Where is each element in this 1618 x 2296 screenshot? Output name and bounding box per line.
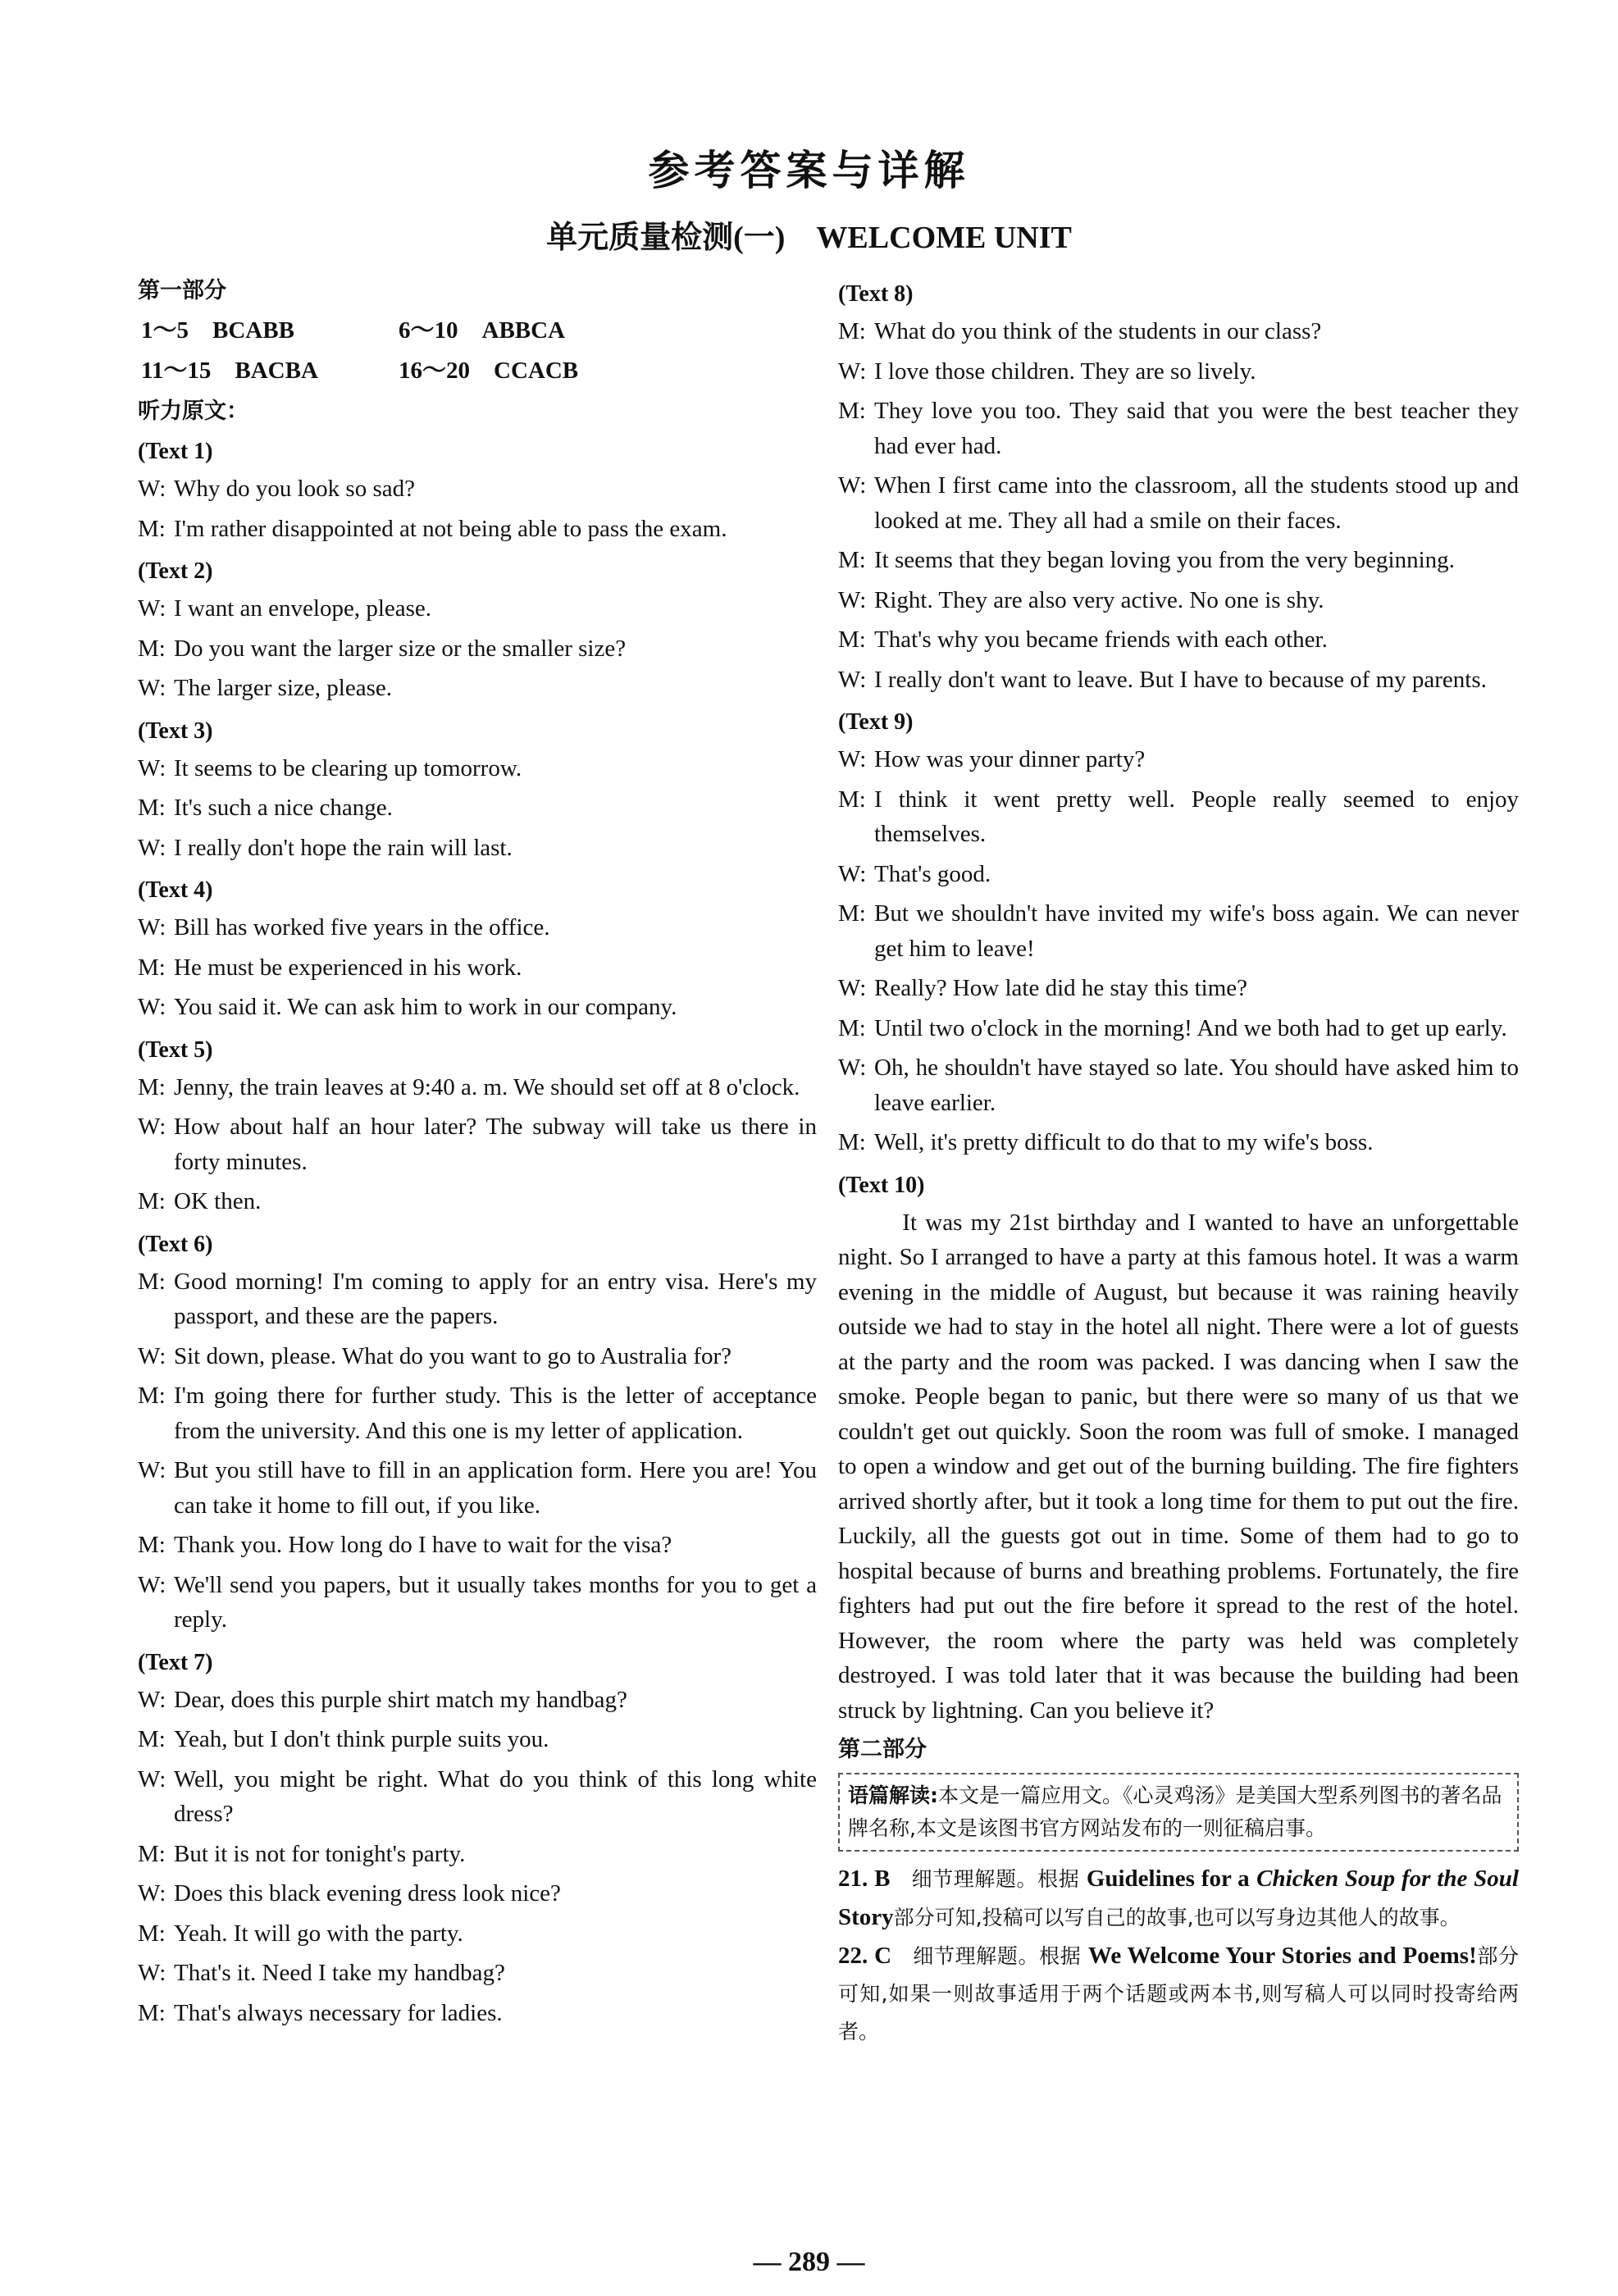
text10-paragraph: It was my 21st birthday and I wanted to have an unforgettable night. So I arranged to have a party at this famous hotel. It was a warm evening in the middle of August, but because it was raining heavily outside we had to stay in the hotel all night. There were a lot of guests at the party and the room was packed. I was dancing when I saw the smoke. People began to panic, but there were so many of us that we couldn't get out quickly. Soon the room was full of smoke. I managed to open a window and get out of the burning building. The fire fighters arrived shortly after, but it took a long time for them to put out the fire. Luckily, all the guests got out in time. Some of them had to go to hospital because of burns and breathing problems. Fortunately, the fire fighters had put out the fire before it spread to the rest of the hotel. However, the room where the party was held was completely destroyed. I was told later that it was because the building had been struck by lightning. Can you believe it? <box>838 1209 1519 1724</box>
dialogue-text: OK then. <box>174 1188 262 1214</box>
speaker-label: M: <box>138 795 166 821</box>
dialogue-text: Do you want the larger size or the smaller size? <box>174 635 627 662</box>
dialogue-text: Yeah. It will go with the party. <box>174 1920 463 1947</box>
dialogue-text: I really don't want to leave. But I have to because of my parents. <box>874 666 1487 693</box>
reading-analysis-box <box>838 1773 1519 1852</box>
answer-group: 6～10 ABBCA <box>399 317 566 344</box>
answer-row-1 <box>138 311 817 351</box>
speaker-label: W: <box>138 476 166 502</box>
speaker-label: W: <box>838 975 867 1001</box>
dialogue-text: The larger size, please. <box>174 675 392 701</box>
speaker-label: W: <box>138 1765 166 1793</box>
dialogue-text: That's why you became friends with each other. <box>874 626 1328 653</box>
speaker-label: W: <box>138 1457 166 1483</box>
speaker-label: M: <box>138 1840 166 1867</box>
speaker-label: W: <box>138 595 166 622</box>
dialogue-text: When I first came into the classroom, all the students stood up and looked at me. They all had a smile on their faces. <box>874 472 1519 534</box>
speaker-label: W: <box>838 358 867 385</box>
speaker-label: W: <box>138 834 166 861</box>
dialogue-text: It seems that they began loving you from the very beginning. <box>874 547 1455 573</box>
dialogue-line <box>138 910 817 945</box>
dialogue-text: It's such a nice change. <box>174 795 393 821</box>
dialogue-text: That's good. <box>874 860 991 887</box>
dialogue-text: Right. They are also very active. No one is shy. <box>874 586 1324 613</box>
dialogue-text: He must be experienced in his work. <box>174 954 522 981</box>
dialogue-line <box>138 1453 817 1523</box>
dialogue-line <box>138 1722 817 1757</box>
speaker-label: W: <box>838 860 867 887</box>
dialogue-text: Bill has worked five years in the office. <box>174 914 550 941</box>
dialogue-line <box>838 663 1519 698</box>
dialogue-line <box>138 751 817 786</box>
speaker-label: M: <box>138 1726 166 1752</box>
question-text: 细节理解题。根据 <box>890 1867 1080 1891</box>
question-number: 21. B <box>838 1866 891 1892</box>
dialogue-line <box>838 742 1519 777</box>
reading-text: 本文是一篇应用文。《心灵鸡汤》是美国大型系列图书的著名品牌名称,本文是该图书官方网站发布的一则征稿启事。 <box>848 1784 1502 1840</box>
dialogue-text: I love those children. They are so lively. <box>874 358 1256 385</box>
dialogue-line <box>138 1837 817 1872</box>
dialogue-line <box>138 1876 817 1911</box>
speaker-label: W: <box>838 666 867 693</box>
dialogue-line <box>138 1528 817 1563</box>
speaker-label: M: <box>838 1014 866 1041</box>
speaker-label: W: <box>138 1960 166 1986</box>
dialogue-text: How about half an hour later? The subway will take us there in forty minutes. <box>174 1114 817 1175</box>
dialogue-line <box>838 782 1519 852</box>
dialogue-line <box>838 314 1519 349</box>
dialogue-text: That's always necessary for ladies. <box>174 1999 503 2026</box>
speaker-label: W: <box>838 472 867 499</box>
speaker-label: M: <box>838 398 866 424</box>
speaker-label: W: <box>138 1880 166 1906</box>
dialogue-text: Dear, does this purple shirt match my handbag? <box>174 1686 627 1713</box>
speaker-label: M: <box>138 635 166 662</box>
speaker-label: M: <box>138 1920 166 1947</box>
speaker-label: M: <box>138 1188 166 1214</box>
dialogue-line <box>138 671 817 706</box>
dialogue-line <box>838 971 1519 1006</box>
dialogue-text: Yeah, but I don't think purple suits you. <box>174 1726 549 1752</box>
dialogue-line <box>838 622 1519 658</box>
text-label: (Text 2) <box>138 558 213 584</box>
dialogue-line <box>838 896 1519 966</box>
speaker-label: M: <box>138 1073 166 1100</box>
dialogue-text: Why do you look so sad? <box>174 476 415 502</box>
dialogue-text: Until two o'clock in the morning! And we both had to get up early. <box>874 1014 1507 1041</box>
speaker-label: M: <box>138 1532 166 1558</box>
dialogue-line <box>838 354 1519 390</box>
dialogue-line <box>138 1916 817 1952</box>
dialogue-line <box>838 1011 1519 1046</box>
part1-heading: 第一部分 <box>138 278 226 303</box>
dialogue-line <box>138 512 817 547</box>
dialogue-text: You said it. We can ask him to work in our company. <box>174 994 677 1020</box>
dialogue-text: Jenny, the train leaves at 9:40 a. m. We should set off at 8 o'clock. <box>174 1073 800 1100</box>
speaker-label: W: <box>138 994 166 1020</box>
text-label: (Text 6) <box>138 1231 213 1257</box>
transcript-right <box>838 274 1519 1160</box>
speaker-label: M: <box>138 1268 166 1295</box>
answer-row-2 <box>138 351 817 391</box>
text-label: (Text 5) <box>138 1036 213 1063</box>
dialogue-text: What do you think of the students in our class? <box>874 318 1322 344</box>
text-label: (Text 10) <box>838 1172 925 1198</box>
dialogue-line <box>138 1378 817 1448</box>
dialogue-line <box>138 1996 817 2031</box>
speaker-label: M: <box>838 900 866 927</box>
dialogue-text: How was your dinner party? <box>874 746 1146 772</box>
page-title: 参考答案与详解 <box>648 147 970 194</box>
transcript-heading: 听力原文： <box>138 399 248 424</box>
dialogue-line <box>138 1956 817 1991</box>
speaker-label: M: <box>138 954 166 981</box>
speaker-label: W: <box>138 675 166 701</box>
dialogue-text: Does this black evening dress look nice? <box>174 1880 561 1906</box>
speaker-label: M: <box>838 786 866 813</box>
text-label: (Text 3) <box>138 718 213 744</box>
dialogue-line <box>138 950 817 986</box>
answer-group: 16～20 CCACB <box>399 358 579 384</box>
right-column <box>838 274 1519 2051</box>
dialogue-line <box>138 591 817 626</box>
speaker-label: W: <box>138 1114 166 1140</box>
dialogue-line <box>138 1109 817 1179</box>
dialogue-line <box>138 631 817 667</box>
dialogue-text: But we shouldn't have invited my wife's boss again. We can never get him to leave! <box>874 900 1519 962</box>
part2-heading: 第二部分 <box>838 1737 927 1762</box>
speaker-label: W: <box>838 586 867 613</box>
dialogue-text: I'm going there for further study. This is the letter of acceptance from the university. And this one is my letter of application. <box>174 1383 817 1444</box>
text-label: (Text 4) <box>138 877 213 903</box>
dialogue-text: Really? How late did he stay this time? <box>874 975 1248 1001</box>
dialogue-text: Well, it's pretty difficult to do that to my wife's boss. <box>874 1129 1374 1155</box>
dialogue-line <box>138 1184 817 1219</box>
text-label: (Text 1) <box>138 439 213 464</box>
speaker-label: M: <box>838 547 866 573</box>
speaker-label: W: <box>838 746 867 772</box>
dialogue-line <box>138 1683 817 1718</box>
dialogue-text: I really don't hope the rain will last. <box>174 834 513 861</box>
dialogue-text: I'm rather disappointed at not being able to pass the exam. <box>174 515 727 542</box>
text-label: (Text 9) <box>838 709 914 735</box>
speaker-label: W: <box>138 1342 166 1369</box>
question-text: Chicken Soup for the Soul <box>1256 1866 1519 1892</box>
dialogue-line <box>838 543 1519 578</box>
speaker-label: M: <box>138 1383 166 1409</box>
dialogue-text: But you still have to fill in an application form. Here you are! You can take it home to fill out, if you like. <box>174 1457 817 1519</box>
question-text: We Welcome Your Stories and Poems! <box>1087 1943 1477 1969</box>
dialogue-text: Good morning! I'm coming to apply for an entry visa. Here's my passport, and these are the papers. <box>174 1268 817 1329</box>
question-text: Story <box>838 1904 894 1930</box>
dialogue-text: I think it went pretty well. People really seemed to enjoy themselves. <box>874 786 1519 847</box>
question-text: 细节理解题。根据 <box>891 1944 1082 1968</box>
dialogue-line <box>138 990 817 1025</box>
answer-group: 11～15 BACBA <box>141 358 318 384</box>
dialogue-line <box>138 1070 817 1105</box>
dialogue-line <box>138 1264 817 1334</box>
question-text: 部分可知,投稿可以写自己的故事,也可以写身边其他人的故事。 <box>893 1906 1461 1929</box>
dialogue-line <box>138 831 817 866</box>
dialogue-line <box>138 1339 817 1374</box>
dialogue-line <box>838 857 1519 892</box>
dialogue-text: It seems to be clearing up tomorrow. <box>174 754 522 781</box>
transcript-left <box>138 431 817 2030</box>
answer-group: 1～5 BCABB <box>141 317 294 344</box>
dialogue-line <box>838 1050 1519 1120</box>
dialogue-line <box>138 1762 817 1832</box>
dialogue-line <box>138 790 817 826</box>
text-label: (Text 8) <box>838 281 914 307</box>
dialogue-line <box>838 1125 1519 1160</box>
speaker-label: M: <box>838 318 866 344</box>
page-number: — 289 — <box>753 2247 865 2277</box>
dialogue-line <box>838 394 1519 463</box>
dialogue-line <box>138 472 817 507</box>
section-title: 单元质量检测(一) WELCOME UNIT <box>546 221 1072 255</box>
speaker-label: W: <box>138 754 166 781</box>
speaker-label: M: <box>138 1999 166 2026</box>
speaker-label: W: <box>138 914 166 941</box>
dialogue-line <box>838 468 1519 538</box>
dialogue-text: We'll send you papers, but it usually takes months for you to get a reply. <box>174 1571 817 1633</box>
dialogue-text: Well, you might be right. What do you think of this long white dress? <box>174 1765 817 1827</box>
question-21 <box>838 1860 1519 1937</box>
dialogue-text: Sit down, please. What do you want to go to Australia for? <box>174 1342 732 1369</box>
question-text: Guidelines for a <box>1086 1866 1250 1892</box>
dialogue-line <box>838 583 1519 618</box>
dialogue-text: That's it. Need I take my handbag? <box>174 1960 505 1986</box>
dialogue-text: They love you too. They said that you were the best teacher they had ever had. <box>874 398 1519 459</box>
speaker-label: M: <box>838 626 866 653</box>
dialogue-text: But it is not for tonight's party. <box>174 1840 466 1867</box>
speaker-label: M: <box>838 1129 866 1155</box>
dialogue-text: I want an envelope, please. <box>174 595 432 622</box>
speaker-label: W: <box>838 1055 867 1081</box>
reading-label: 语篇解读: <box>848 1784 938 1807</box>
speaker-label: M: <box>138 515 166 542</box>
dialogue-line <box>138 1568 817 1638</box>
dialogue-text: Oh, he shouldn't have stayed so late. You should have asked him to leave earlier. <box>874 1055 1519 1116</box>
question-22 <box>838 1937 1519 2051</box>
dialogue-text: Thank you. How long do I have to wait for the visa? <box>174 1532 672 1558</box>
text-label: (Text 7) <box>138 1649 213 1675</box>
question-number: 22. C <box>838 1943 892 1969</box>
left-column <box>138 271 817 2035</box>
speaker-label: W: <box>138 1571 166 1598</box>
question-text: 部分可知,如果一则故事适用于两个话题或两本书,则写稿人可以同时投寄给两者。 <box>838 1944 1519 2043</box>
speaker-label: W: <box>138 1686 166 1713</box>
